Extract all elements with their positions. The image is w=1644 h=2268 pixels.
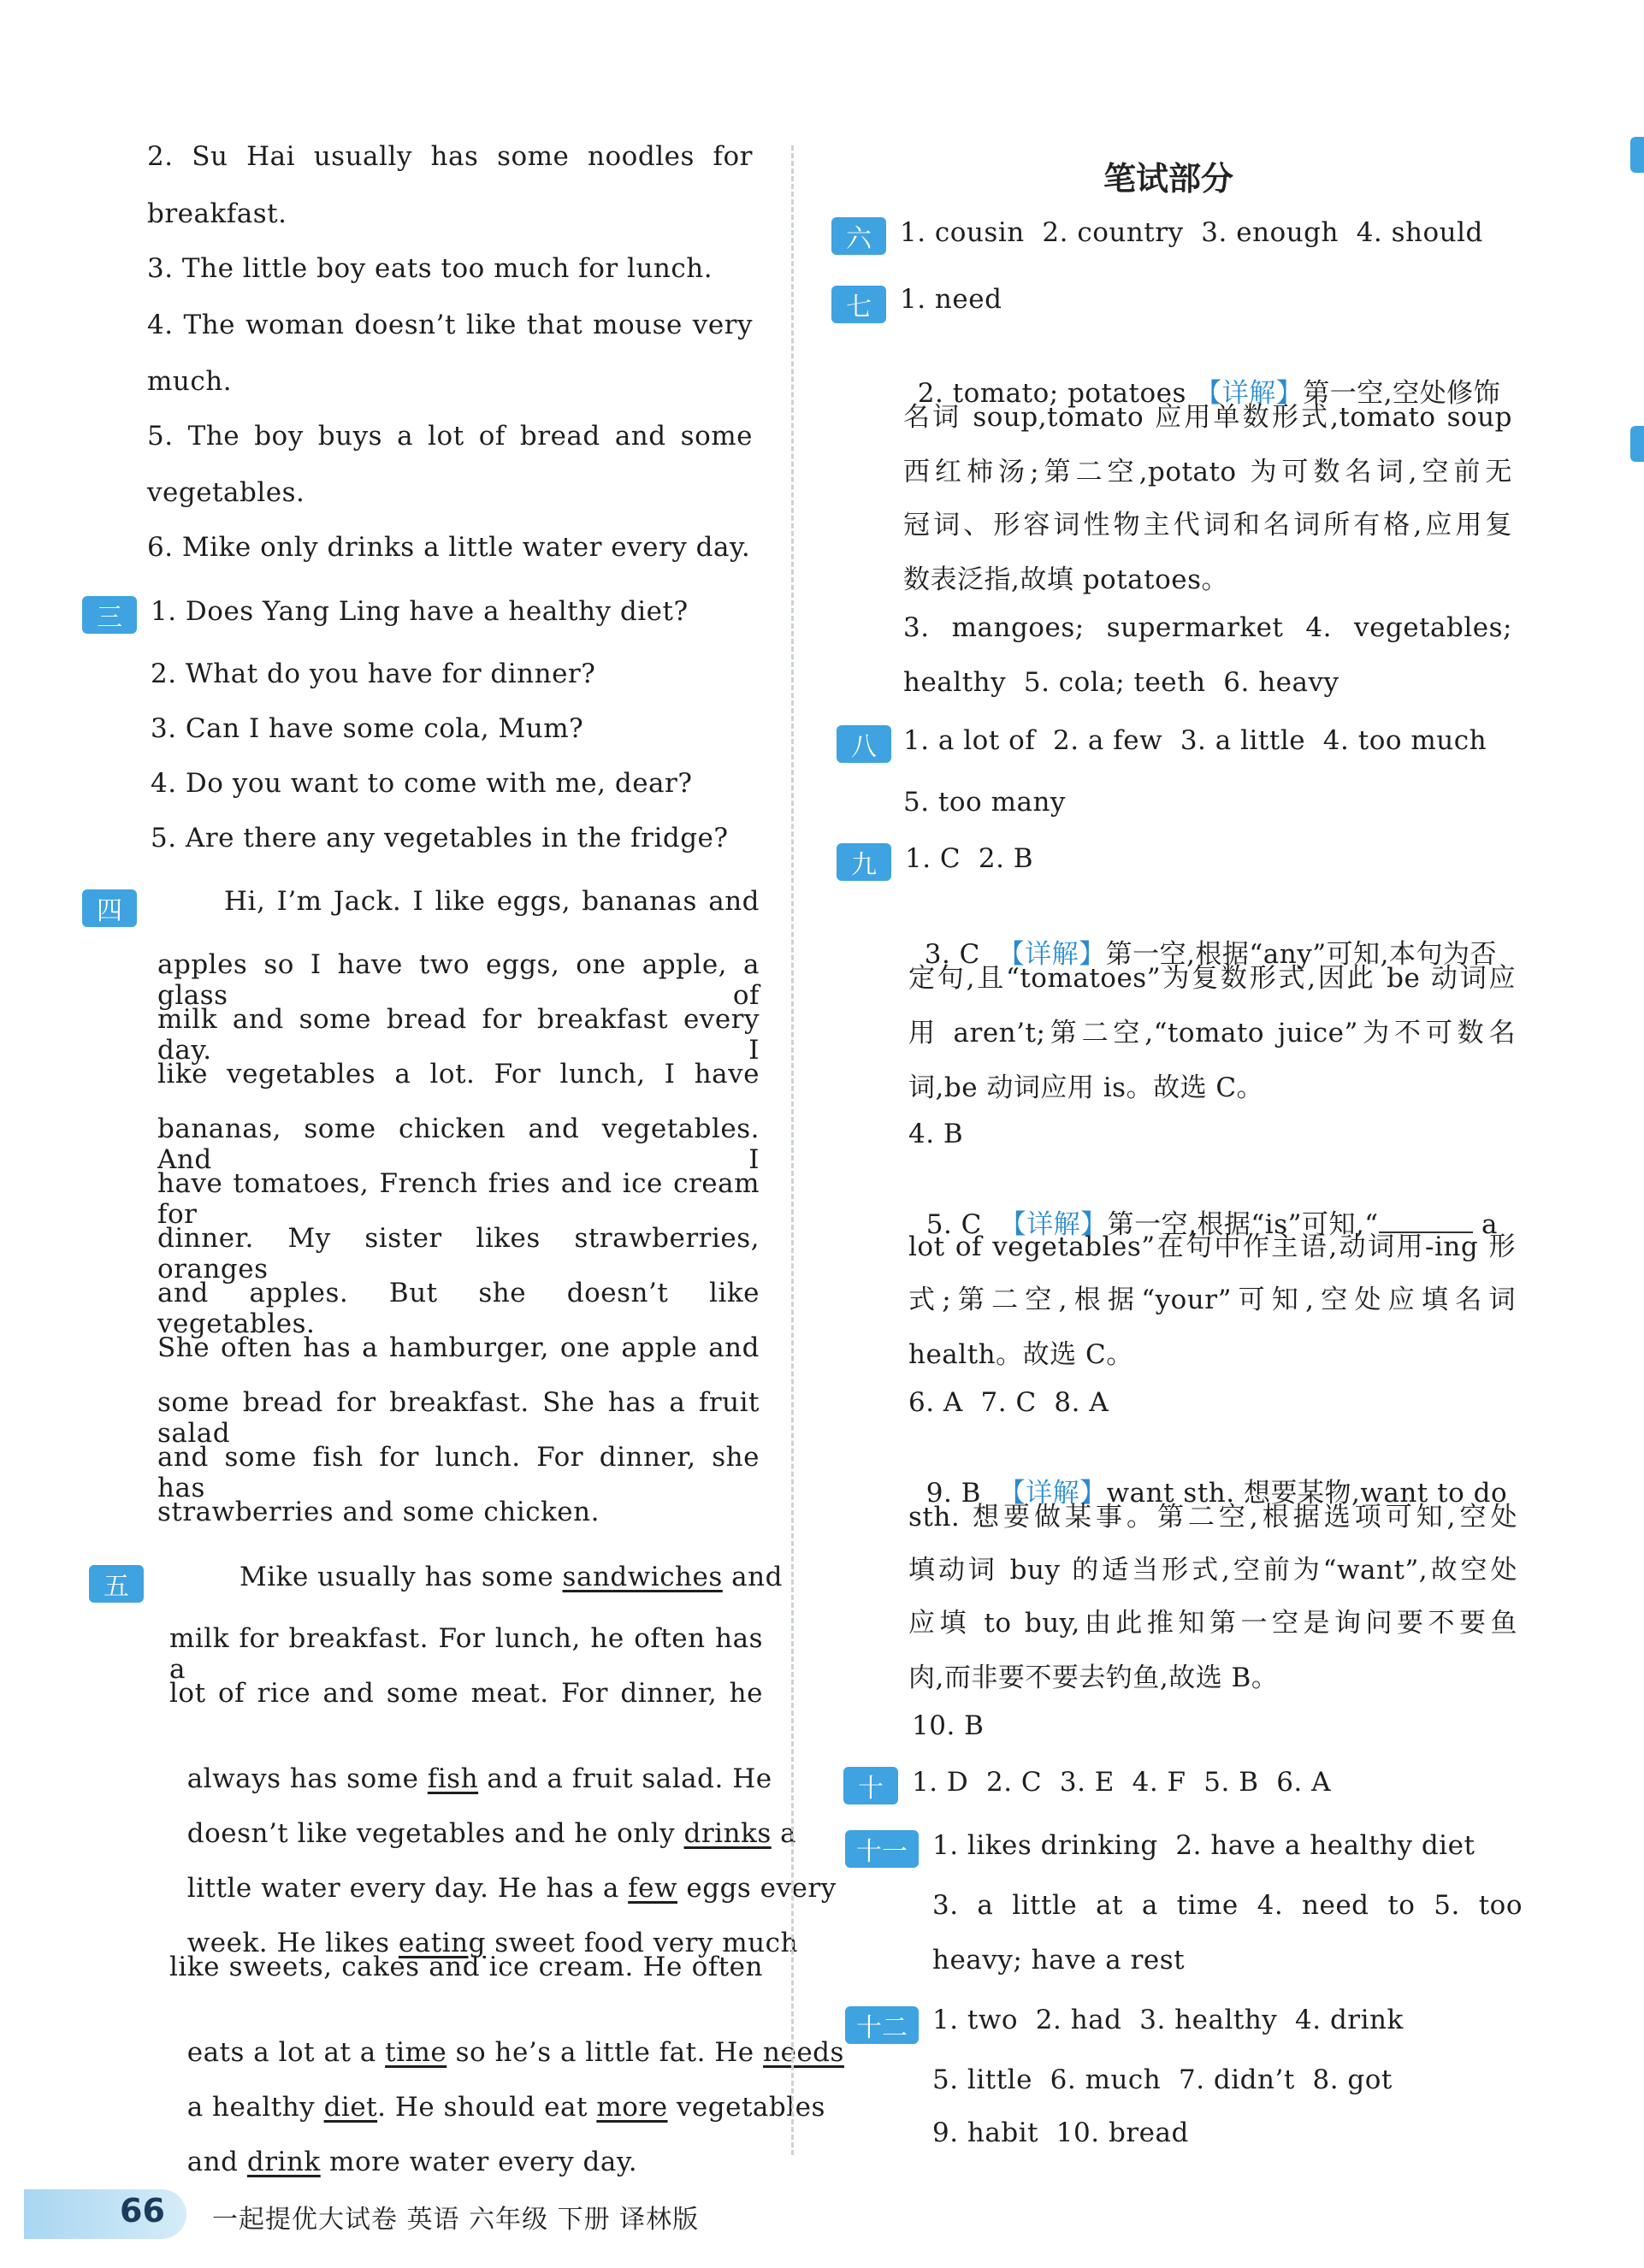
answer-line: 6. A 7. C 8. A: [908, 1387, 1109, 1418]
passage-text: week. He likes: [186, 1928, 399, 1958]
answer-word: fish: [427, 1763, 479, 1794]
detail-label: 【详解】: [998, 1478, 1107, 1509]
answer-word: drink: [246, 2147, 321, 2177]
answer-text: 2. tomato; potatoes: [917, 378, 1196, 409]
answer-line: 4. Do you want to come with me, dear?: [151, 768, 693, 799]
passage-text: eggs every: [677, 1873, 837, 1904]
answer-word: needs: [763, 2037, 844, 2068]
passage-line: She often has a hamburger, one apple and: [157, 1332, 760, 1363]
passage-text: so he’s a little fat. He: [446, 2037, 764, 2068]
answer-line: 1. Does Yang Ling have a healthy diet?: [151, 596, 689, 627]
passage-line: [169, 1733, 772, 1794]
answer-line: 2. What do you have for dinner?: [151, 659, 596, 689]
explanation-text: 第一空,根据“any”可知,本句为否: [1105, 939, 1497, 970]
answer-line: 2. Su Hai usually has some noodles for: [147, 141, 753, 172]
explanation-line: 应填 to buy,由此推知第一空是询问要不要鱼: [908, 1608, 1517, 1639]
explanation-text: 第一空,空处修饰: [1303, 378, 1501, 409]
explanation-text: a: [1472, 1209, 1498, 1240]
explanation-line: 肉,而非要不要去钓鱼,故选 B。: [908, 1663, 1279, 1693]
passage-line: and apples. But she doesn’t like vegetables.: [157, 1278, 760, 1339]
answer-word: sandwiches: [562, 1562, 723, 1592]
passage-text: always has some: [186, 1763, 428, 1794]
explanation-line: 名词 soup,tomato 应用单数形式,tomato soup: [903, 402, 1512, 433]
passage-text: vegetables: [667, 2092, 825, 2123]
passage-line: lot of rice and some meat. For dinner, he: [169, 1678, 763, 1709]
section-tag-11: 十一: [845, 1830, 919, 1868]
detail-label: 【详解】: [999, 1209, 1108, 1240]
detail-label: 【详解】: [997, 939, 1106, 970]
answer-line: much.: [147, 366, 233, 397]
answer-line: 3. a little at a time 4. need to 5. too: [932, 1890, 1523, 1921]
answer-line: 3. Can I have some cola, Mum?: [151, 713, 584, 744]
section-tag-4: 四: [82, 889, 137, 927]
answer-line: 1. D 2. C 3. E 4. F 5. B 6. A: [912, 1767, 1332, 1798]
answer-line: 6. Mike only drinks a little water every day.: [147, 532, 751, 563]
page-number: 66: [120, 2192, 165, 2230]
explanation-line: 词,be 动词应用 is。故选 C。: [908, 1072, 1264, 1103]
answer-word: few: [628, 1873, 678, 1904]
passage-line: Hi, I’m Jack. I like eggs, bananas and: [224, 886, 760, 917]
explanation-text: want sth. 想要某物,want to do: [1106, 1478, 1508, 1509]
answer-line: breakfast.: [147, 198, 287, 229]
explanation-line: 式;第二空,根据“your”可知,空处应填名词: [908, 1285, 1516, 1315]
explanation-line: 冠词、形容词性物主代词和名词所有格,应用复: [903, 510, 1512, 540]
answer-word: time: [385, 2037, 447, 2068]
passage-line: [240, 1562, 783, 1592]
passage-text: and: [722, 1562, 783, 1592]
answer-line: 9. habit 10. bread: [932, 2117, 1189, 2148]
passage-line: like sweets, cakes and ice cream. He often: [169, 1952, 763, 1982]
answer-line: healthy 5. cola; teeth 6. heavy: [903, 667, 1339, 698]
passage-line: [169, 2116, 637, 2177]
passage-line: [169, 2006, 844, 2068]
section-tag-5: 五: [89, 1565, 144, 1603]
passage-text: eats a lot at a: [186, 2037, 386, 2068]
passage-text: Mike usually has some: [240, 1562, 563, 1592]
answer-line: 4. The woman doesn’t like that mouse very: [147, 310, 753, 340]
passage-line: dinner. My sister likes strawberries, oranges: [157, 1223, 760, 1285]
passage-text: more water every day.: [320, 2147, 638, 2177]
explanation-line: lot of vegetables”在句中作主语,动词用-ing 形: [908, 1231, 1516, 1262]
passage-text: doesn’t like vegetables and he only: [186, 1818, 684, 1849]
answer-line: 1. two 2. had 3. healthy 4. drink: [932, 2005, 1404, 2035]
passage-text: . He should eat: [377, 2092, 597, 2123]
explanation-line: 数表泛指,故填 potatoes。: [903, 564, 1229, 595]
section-tag-12: 十二: [845, 2006, 919, 2044]
answer-line: 1. need: [900, 284, 1002, 315]
explanation-line: 填动词 buy 的适当形式,空前为“want”,故空处: [908, 1555, 1517, 1586]
answer-word: drinks: [683, 1818, 772, 1849]
answer-line: 3. mangoes; supermarket 4. vegetables;: [903, 612, 1512, 643]
answer-word: diet: [323, 2092, 378, 2123]
section-tag-7: 七: [831, 286, 886, 323]
explanation-line: health。故选 C。: [908, 1339, 1133, 1370]
passage-line: strawberries and some chicken.: [157, 1497, 600, 1527]
passage-line: [169, 2061, 825, 2123]
passage-line: some bread for breakfast. She has a fruit salad: [157, 1387, 760, 1449]
section-title: 笔试部分: [1103, 160, 1234, 198]
answer-text: 3. C: [924, 939, 998, 970]
explanation-line: 用 aren’t;第二空,“tomato juice”为不可数名: [908, 1018, 1516, 1048]
answer-word: more: [596, 2092, 668, 2123]
passage-text: and a fruit salad. He: [478, 1763, 772, 1794]
passage-line: [169, 1897, 798, 1958]
answer-line: 5. too many: [903, 787, 1066, 818]
answer-word: eating: [398, 1928, 486, 1958]
edge-tab: [1630, 137, 1644, 173]
answer-line: 1. a lot of 2. a few 3. a little 4. too much: [903, 725, 1487, 756]
edge-tab: [1630, 426, 1644, 462]
detail-label: 【详解】: [1195, 378, 1304, 409]
answer-line: vegetables.: [147, 477, 305, 508]
passage-text: a: [771, 1818, 797, 1849]
answer-line: 5. Are there any vegetables in the fridge?: [151, 823, 729, 853]
answer-line: heavy; have a rest: [932, 1945, 1186, 1976]
explanation-line: sth. 想要做某事。第二空,根据选项可知,空处: [908, 1502, 1517, 1533]
answer-line: 5. The boy buys a lot of bread and some: [147, 421, 753, 452]
passage-line: have tomatoes, French fries and ice cream for: [157, 1168, 760, 1230]
answer-line: 5. little 6. much 7. didn’t 8. got: [932, 2064, 1393, 2095]
section-tag-3: 三: [82, 596, 137, 634]
passage-line: [169, 1842, 837, 1904]
passage-line: [169, 1787, 796, 1849]
explanation-line: 定句,且“tomatoes”为复数形式,因此 be 动词应: [908, 963, 1516, 994]
passage-line: and some fish for lunch. For dinner, she has: [157, 1442, 760, 1503]
passage-line: bananas, some chicken and vegetables. And I: [157, 1113, 760, 1175]
section-tag-9: 九: [837, 843, 891, 881]
answer-text: 9. B: [925, 1478, 999, 1509]
section-tag-8: 八: [837, 725, 891, 763]
answer-line: 1. likes drinking 2. have a healthy diet: [932, 1830, 1475, 1861]
passage-line: like vegetables a lot. For lunch, I have: [157, 1059, 760, 1090]
answer-line: 3. The little boy eats too much for lunch.: [147, 253, 713, 284]
answer-line: 10. B: [912, 1710, 985, 1741]
column-divider: [791, 145, 794, 2155]
passage-line: milk and some bread for breakfast every day. I: [157, 1004, 760, 1066]
section-tag-6: 六: [831, 217, 886, 255]
section-tag-10: 十: [843, 1767, 898, 1804]
passage-text: little water every day. He has a: [186, 1873, 629, 1904]
passage-line: apples so I have two eggs, one apple, a glass of: [157, 949, 760, 1011]
explanation-text: 第一空,根据“is”可知,“: [1107, 1209, 1379, 1240]
passage-line: milk for breakfast. For lunch, he often has a: [169, 1623, 763, 1685]
answer-line: 1. C 2. B: [905, 843, 1034, 874]
footer-book-title: 一起提优大试卷 英语 六年级 下册 译林版: [212, 2205, 700, 2235]
passage-text: sweet food very much: [485, 1928, 798, 1958]
answer-text: 5. C: [925, 1209, 1000, 1240]
passage-text: and: [186, 2147, 247, 2177]
passage-text: a healthy: [186, 2092, 324, 2123]
answer-line: 4. B: [908, 1119, 964, 1149]
answer-line: 1. cousin 2. country 3. enough 4. should: [900, 217, 1483, 248]
explanation-line: 西红柿汤;第二空,potato 为可数名词,空前无: [903, 457, 1512, 487]
